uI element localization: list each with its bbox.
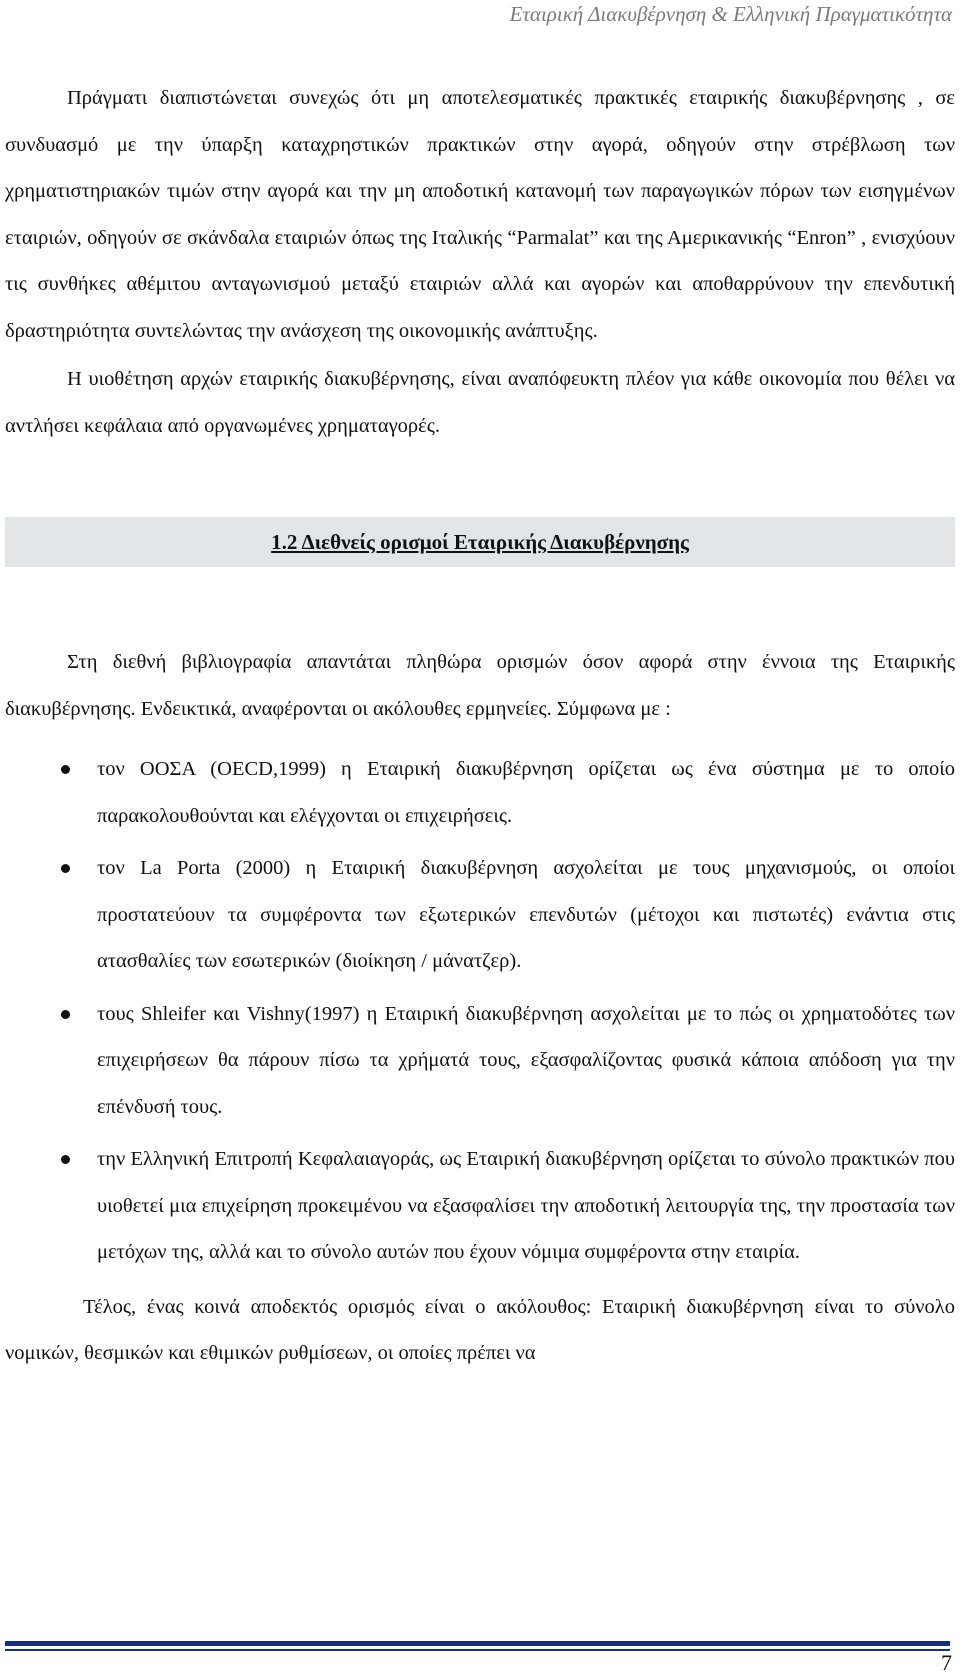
bullet-icon — [61, 1010, 70, 1019]
paragraph: Πράγματι διαπιστώνεται συνεχώς ότι μη αποτελεσματικές πρακτικές εταιρικής διακυβέρνησης , σε συνδυασμό με την ύπαρξη καταχρηστικών πρακτικών στην αγορά, οδηγούν στην στρέβλωση των χρηματιστηριακών τιμών στην αγορά και την μη αποδοτική κατανομή των παραγωγικών πόρων των εισηγμένων εταιριών, οδηγούν σε σκάνδαλα εταιριών όπως της Ιταλικής “Parmalat” και της Αμερικανικής “Enron” , ενισχύουν τις συνθήκες αθέμιτου ανταγωνισμού μεταξύ εταιριών αλλά και αγορών και αποθαρρύνουν την επενδυτική δραστηριότητα συντελώντας την ανάσχεση της οικονομικής ανάπτυξης. — [5, 87, 955, 342]
list-item-text: τους Shleifer και Vishny(1997) η Εταιρική διακυβέρνηση ασχολείται με το πώς οι χρηματοδότες των επιχειρήσεων θα πάρουν πίσω τα χρήματά τους, εξασφαλίζοντας φυσικά κάποια απόδοση για την επένδυσή τους. — [97, 1002, 955, 1118]
bullet-icon — [61, 765, 70, 774]
list-item — [5, 991, 955, 1131]
paragraph: Τέλος, ένας κοινά αποδεκτός ορισμός είναι ο ακόλουθος: Εταιρική διακυβέρνηση είναι το σύνολο νομικών, θεσμικών και εθιμικών ρυθμίσεων, οι οποίες πρέπει να — [5, 1295, 955, 1364]
bullet-icon — [61, 1155, 70, 1164]
document-body — [5, 75, 955, 1377]
bullet-icon — [61, 864, 70, 873]
list-item — [5, 1136, 955, 1276]
section-heading: 1.2 Διεθνείς ορισμοί Εταιρικής Διακυβέρνησης — [5, 517, 955, 567]
running-header: Εταιρική Διακυβέρνηση & Ελληνική Πραγματικότητα — [509, 2, 952, 26]
page-number: 7 — [941, 1650, 952, 1675]
footer-rule — [5, 1649, 950, 1651]
list-item — [5, 845, 955, 985]
definitions-list — [5, 746, 955, 1276]
list-item — [5, 746, 955, 839]
list-item-text: τον La Porta (2000) η Εταιρική διακυβέρνηση ασχολείται με τους μηχανισμούς, οι οποίοι προστατεύουν τα συμφέροντα των εξωτερικών επενδυτών (μέτοχοι και πιστωτές) ενάντια στις ατασθαλίες των εσωτερικών (διοίκηση / μάνατζερ). — [97, 857, 955, 972]
list-item-text: την Ελληνική Επιτροπή Κεφαλαιαγοράς, ως Εταιρική διακυβέρνηση ορίζεται το σύνολο πρακτικών που υιοθετεί μια επιχείρηση προκειμένου να εξασφαλίσει την αποδοτική λειτουργία της, την προστασία των μετόχων της, αλλά και το σύνολο αυτών που έχουν νόμιμα συμφέροντα στην εταιρία. — [97, 1148, 955, 1263]
paragraph: Στη διεθνή βιβλιογραφία απαντάται πληθώρα ορισμών όσον αφορά στην έννοια της Εταιρικής διακυβέρνησης. Ενδεικτικά, αναφέρονται οι ακόλουθες ερμηνείες. Σύμφωνα με : — [5, 651, 955, 720]
paragraph: Η υιοθέτηση αρχών εταιρικής διακυβέρνησης, είναι αναπόφευκτη πλέον για κάθε οικονομία που θέλει να αντλήσει κεφάλαια από οργανωμένες χρηματαγορές. — [5, 368, 955, 437]
footer-rule — [5, 1641, 950, 1646]
list-item-text: τον ΟΟΣΑ (OECD,1999) η Εταιρική διακυβέρνηση ορίζεται ως ένα σύστημα με το οποίο παρακολουθούνται και ελέγχονται οι επιχειρήσεις. — [97, 758, 955, 827]
